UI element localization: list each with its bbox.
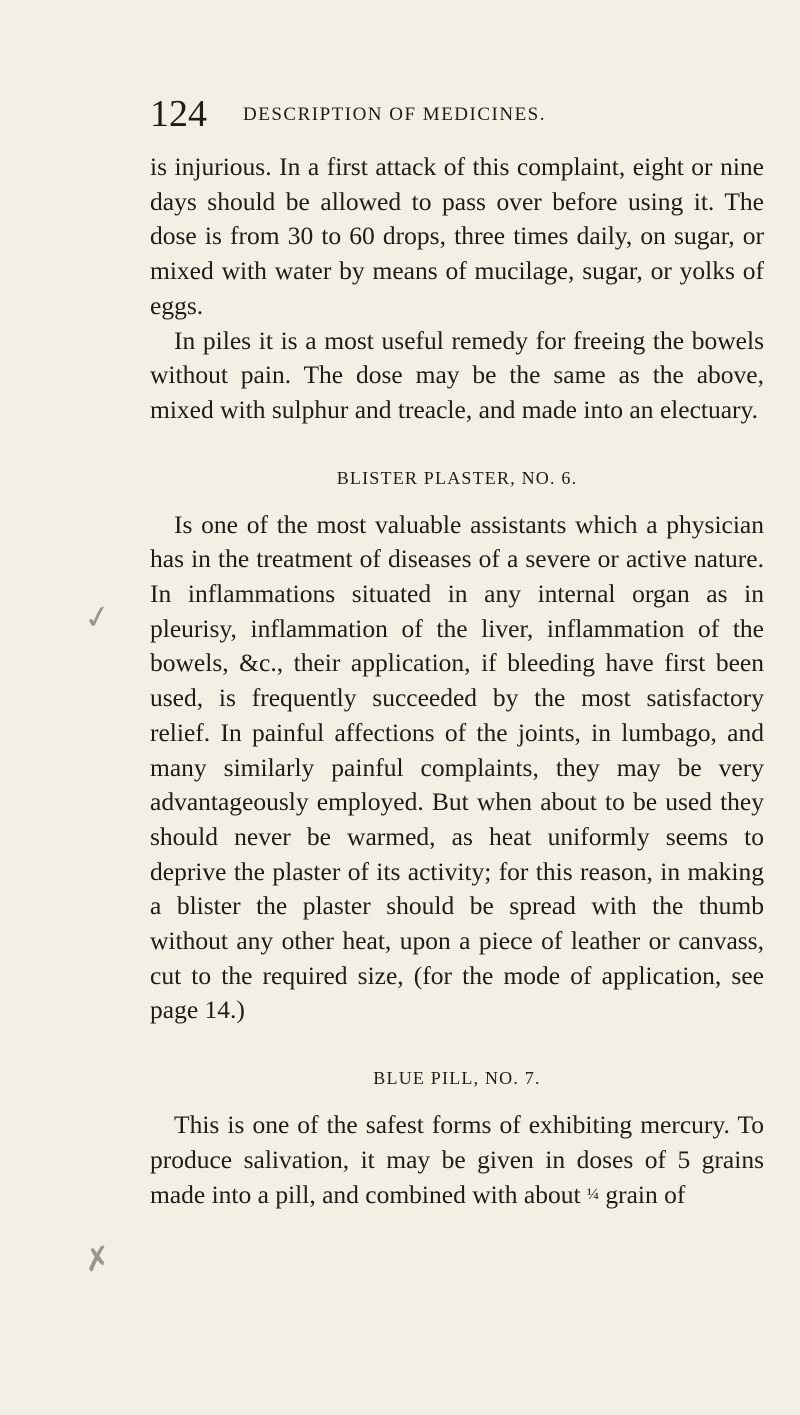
page-number: 124 — [150, 93, 207, 135]
section-heading: BLISTER PLASTER, NO. 6. — [336, 467, 578, 488]
paragraph-text: This is one of the safest forms of exhibiting mercury. To produce salivation, it may be given in doses of 5 grains made into a pill, and combined with about — [150, 1110, 764, 1209]
section-heading: BLUE PILL, NO. 7. — [373, 1068, 541, 1089]
page-header — [150, 92, 750, 135]
section-paragraph — [150, 1108, 764, 1212]
paragraph: is injurious. In a first attack of this complaint, eight or nine days should be allowed to pass over before using it. The dose is from 30 to 60 drops, three times daily, on sugar, or mixed with water by means of mucilage, sugar, or yolks of eggs. — [150, 152, 764, 320]
page-body — [150, 150, 764, 1212]
paragraph-text: grain of — [605, 1179, 686, 1209]
running-head: DESCRIPTION OF MEDICINES. — [243, 104, 546, 125]
paragraph: In piles it is a most useful remedy for freeing the bowels without pain. The dose may be the same as the above, mixed with sulphur and treacle, and made into an electuary. — [150, 325, 764, 424]
section-paragraph: Is one of the most valuable assistants which a physician has in the treatment of diseases of a severe or active nature. In inflammations situated in any internal organ as in pleurisy, inflammation of the liver, inflammation of the bowels, &c., their application, if bleeding have first been used, is frequently succeeded by the most satisfactory relief. In painful affections of the joints, in lumbago, and many similarly painful complaints, they may be very advantageously employed. But when about to be used they should never be warmed, as heat uniformly seems to deprive the plaster of its activity; for this reason, in making a blister the plaster should be spread with the thumb without any other heat, upon a piece of leather or canvass, cut to the required size, (for the mode of application, see page 14.) — [150, 509, 764, 1025]
margin-x-mark: ✗ — [80, 1237, 114, 1281]
margin-check-mark: ✓ — [80, 595, 114, 639]
fraction: ¼ — [586, 1185, 599, 1203]
